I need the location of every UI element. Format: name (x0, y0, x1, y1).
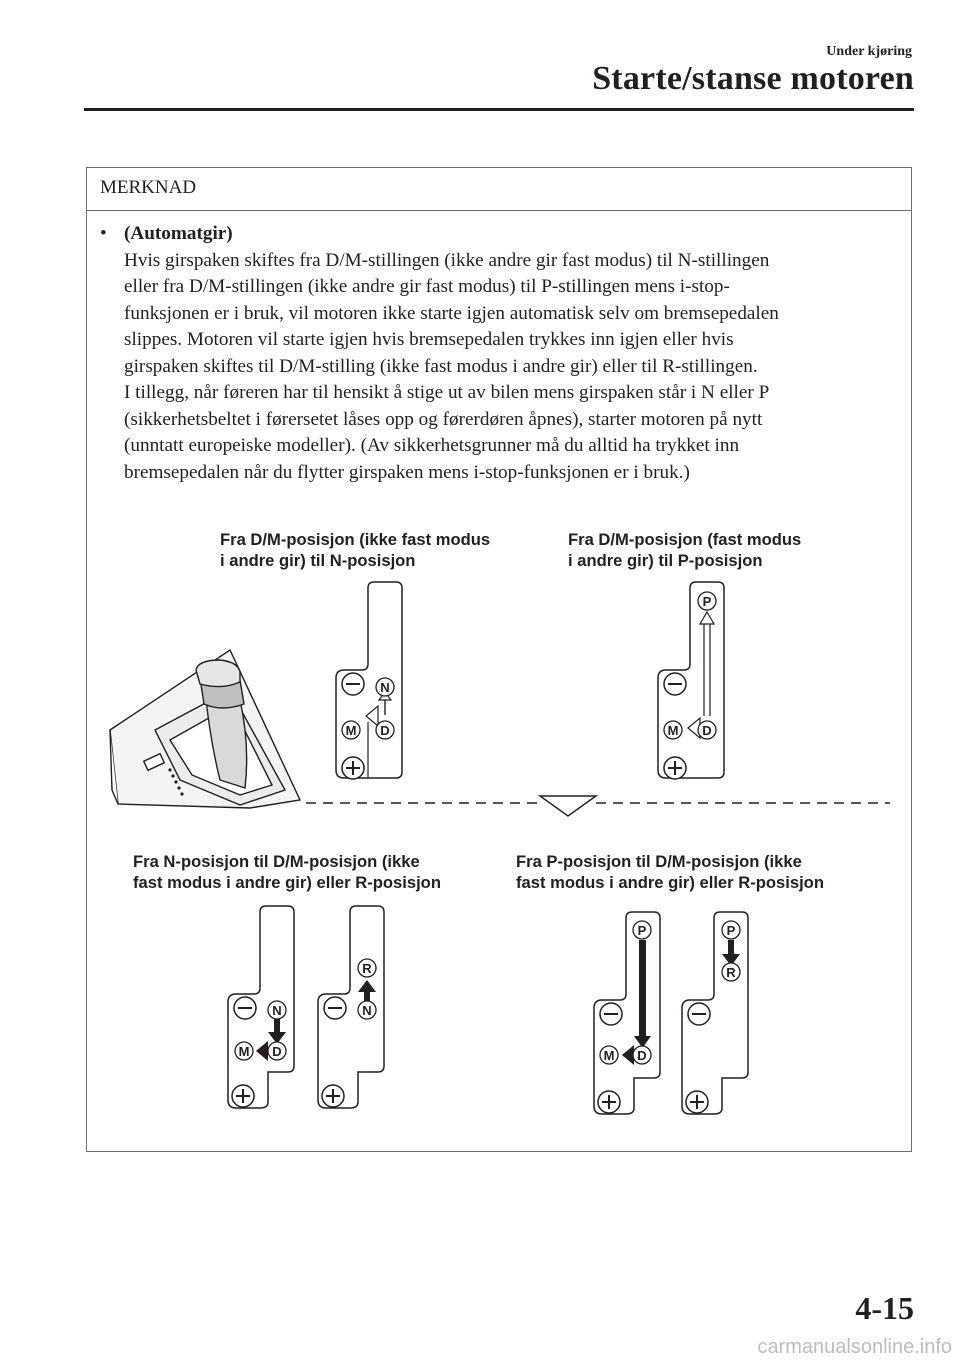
gear-label-d: D (380, 723, 390, 738)
bullet-line: slippes. Motoren vil starte igjen hvis bremsepedalen trykkes inn igjen eller hvis (124, 329, 734, 350)
gear-label-n: N (362, 1003, 372, 1018)
caption-p-to-dm: Fra P-posisjon til D/M-posisjon (ikke fast modus i andre gir) eller R-posisjon (516, 852, 824, 892)
gate-dm-to-p (658, 582, 724, 779)
gear-label-p: P (726, 923, 736, 938)
section-label: Under kjøring (826, 44, 912, 59)
bullet-line: (unntatt europeiske modeller). (Av sikkerhetsgrunner må du alltid ha trykket inn (124, 435, 740, 456)
watermark: carmanualsonline.info (757, 1336, 952, 1358)
gear-label-d: D (637, 1048, 647, 1063)
bullet-title: (Automatgir) (124, 223, 233, 244)
gear-label-n: N (272, 1003, 282, 1018)
gear-label-m: M (238, 1044, 250, 1059)
gear-label-d: D (272, 1044, 282, 1059)
gear-label-n: N (380, 680, 390, 695)
gate-p-to-r (682, 912, 748, 1114)
bullet-line: Hvis girspaken skiftes fra D/M-stillingen (ikke andre gir fast modus) til N-stillingen (124, 249, 770, 271)
bullet-marker: • (100, 223, 107, 244)
gear-label-r: R (362, 961, 372, 976)
down-arrow-icon (540, 796, 596, 816)
bullet-line: girspaken skiftes til D/M-stilling (ikke fast modus i andre gir) eller til R-stillingen. (124, 355, 758, 377)
bullet-line: I tillegg, når føreren har til hensikt å stige ut av bilen mens girspaken står i N eller P (124, 382, 770, 403)
gear-label-m: M (667, 723, 679, 738)
note-heading: MERKNAD (87, 168, 911, 211)
bullet-line: (sikkerhetsbeltet i førersetet låses opp og førerdøren åpnes), starter motoren på nytt (124, 408, 763, 430)
bullet-line: eller fra D/M-stillingen (ikke andre gir fast modus) til P-stillingen mens i-stop- (124, 276, 730, 297)
page-title: Starte/stanse motoren (592, 60, 914, 97)
gear-label-p: P (702, 594, 712, 609)
caption-dm-to-n: Fra D/M-posisjon (ikke fast modus i andre gir) til N-posisjon (220, 530, 491, 570)
caption-dm-to-p: Fra D/M-posisjon (fast modus i andre gir) til P-posisjon (568, 530, 802, 570)
gear-label-d: D (702, 723, 712, 738)
gear-label-p: P (637, 923, 647, 938)
gear-label-m: M (345, 723, 357, 738)
gear-label-m: M (603, 1048, 615, 1063)
caption-n-to-dm: Fra N-posisjon til D/M-posisjon (ikke fast modus i andre gir) eller R-posisjon (133, 852, 441, 892)
gear-label-r: R (726, 965, 736, 980)
bullet-line: funksjonen er i bruk, vil motoren ikke starte igjen automatisk selv om bremsepedalen (124, 302, 779, 324)
shifter-console-illustration (110, 650, 300, 808)
bullet-line: bremsepedalen når du flytter girspaken mens i-stop-funksjonen er i bruk.) (124, 461, 690, 483)
page-number: 4-15 (855, 1290, 914, 1326)
gate-p-to-dm (594, 912, 660, 1114)
